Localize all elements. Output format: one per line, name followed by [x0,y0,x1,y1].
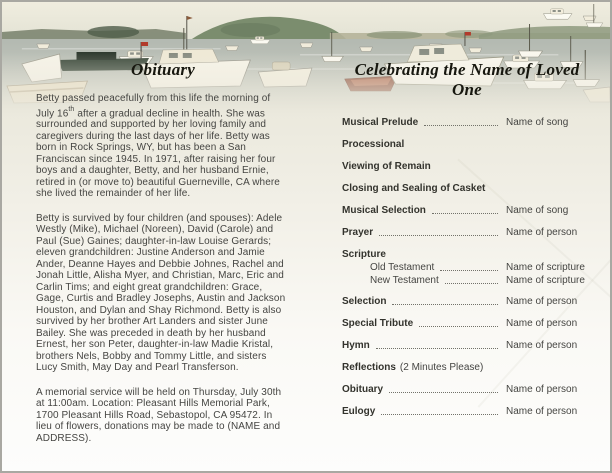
program-item-viewing-of-remain [342,161,592,172]
program-item-reflections [342,362,592,373]
item-value: Name of person [506,227,578,238]
obituary-p1-text: Betty passed peacefully from this life the morning of July 16 [36,93,271,119]
dotted-leader [376,348,498,349]
item-label: Hymn [342,340,370,351]
program-item-closing-and-sealing [342,183,592,194]
program-subitem-new-testament [342,275,592,286]
item-label: Musical Prelude [342,117,419,128]
subitem-label: New Testament [370,275,439,286]
program-item-hymn [342,340,592,351]
dotted-leader [445,283,498,284]
item-label: Obituary [342,384,384,395]
dotted-leader [392,304,498,305]
obituary-heading: Obituary [131,60,195,79]
program-subitem-old-testament [342,262,592,273]
obituary-paragraph-3: A memorial service will be held on Thursday, July 30th at 11:00am. Location: Pleasant Hills Memorial Park, 1700 Pleasant Hills Road, Sebastopol, CA 95472. In lieu of flowers, donations may be made to (NAME and ADDRESS). [36,386,282,444]
obituary-p1-rest: after a gradual decline in health. She was surrounded and supported by her loving family and caregivers during the last days of her life. Betty was born in Rock Springs, WY, but has been a San Franciscan since 1945. In 1971, after raising her four boys and a daughter, Betty, and her husband Ernie, retired in (or move to) beautiful Guerneville, CA where she lived the remainder of her life. [36,107,280,200]
item-value: Name of scripture [506,262,585,273]
item-value: Name of person [506,340,578,351]
item-value: Name of scripture [506,275,585,286]
obituary-column [36,60,290,471]
date-superscript: th [68,105,75,113]
item-value: Name of person [506,406,578,417]
dotted-leader [379,235,498,236]
item-label: Reflections [342,362,396,373]
page-content [2,2,610,471]
program-item-musical-selection [342,205,592,216]
item-note: (2 Minutes Please) [399,362,484,373]
item-label: Special Tribute [342,318,414,329]
program-item-eulogy [342,406,592,417]
order-of-service-heading: Celebrating the Name of Loved One [354,60,580,99]
program-item-prayer [342,227,592,238]
obituary-paragraph-2: Betty is survived by four children (and spouses): Adele Westly (Mike), Michael (Noreen), David (Carole) and Paul (Sue) Gaines; daughter-in-law Louise Gerards; eleven grandchildren: Justine Anderson and Jamie Ander, Deanne Hayes and Debbie Johnes, Rachel and Jonah Little, Alisha Myer, and Christian, Marc, Eric and Carlin Tims; and eight great grandchildren: Grace, Gage, Curtis and Bradley Josephs, Austin and Jackson Houston, and Dylan and Shay Richmond. Betty is also survived by her brother Art Landers and sister June Bailey. She was preceded in death by her husband Ernest, her son Peter, daughter-in-law Madie Kristal, brothers Nels, Bobby and Tommy Little, and sisters Lucy Smith, May Day and Pearl Transferson. [36,212,286,374]
program-item-special-tribute [342,318,592,329]
item-value: Name of person [506,384,578,395]
item-value: Name of person [506,318,578,329]
dotted-leader [389,392,498,393]
program-item-obituary [342,384,592,395]
item-label: Viewing of Remain [342,161,431,172]
item-label: Scripture [342,249,386,260]
item-value: Name of song [506,205,569,216]
program-item-processional [342,139,592,150]
item-label: Processional [342,139,405,150]
dotted-leader [440,270,498,271]
item-label: Selection [342,296,387,307]
item-value: Name of person [506,296,578,307]
dotted-leader [419,326,498,327]
program-item-selection [342,296,592,307]
item-label: Prayer [342,227,374,238]
program-item-scripture [342,249,592,260]
dotted-leader [432,213,498,214]
item-label: Musical Selection [342,205,426,216]
order-of-service-column [342,60,592,471]
item-label: Closing and Sealing of Casket [342,183,486,194]
program-item-musical-prelude [342,117,592,128]
dotted-leader [381,414,498,415]
item-value: Name of song [506,117,569,128]
obituary-paragraph-1 [36,93,290,200]
subitem-label: Old Testament [370,262,435,273]
item-label: Eulogy [342,406,376,417]
dotted-leader [424,125,498,126]
